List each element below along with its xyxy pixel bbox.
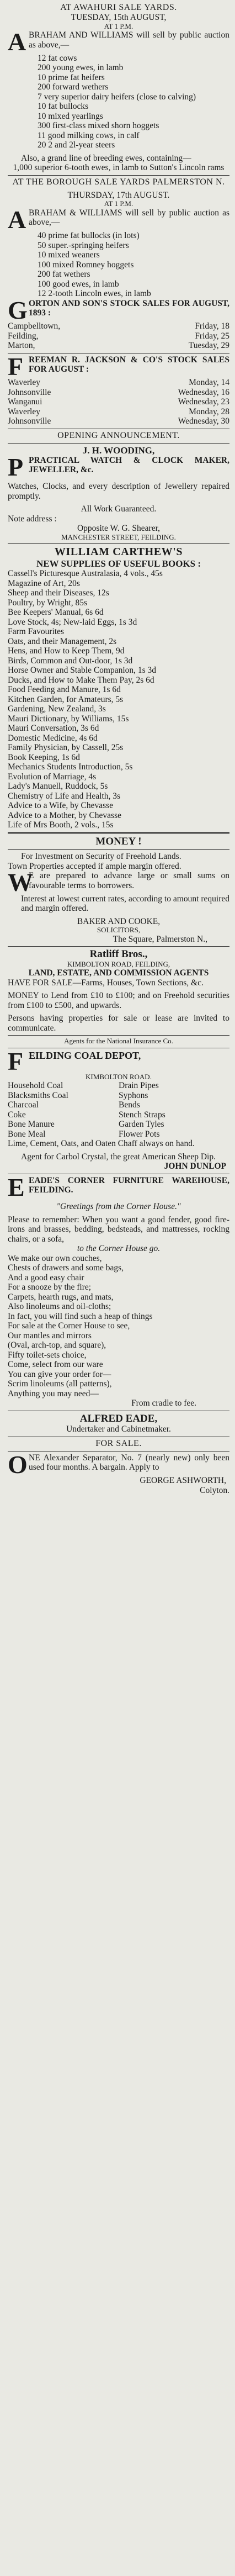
awahuri-superior: 1,000 superior 6-tooth ewes, in lamb to Sutton's Lincoln rams	[13, 163, 225, 173]
gorton-row	[8, 341, 229, 351]
freeman-day: Monday, 14	[189, 378, 229, 388]
list-item: Mauri Conversation, 3s 6d	[8, 724, 99, 733]
list-item: Kitchen Garden, for Amateurs, 5s	[8, 694, 124, 704]
list-item: Food Feeding and Manure, 1s 6d	[8, 685, 121, 695]
wooding-ad	[8, 431, 229, 542]
wooding-guarantee: All Work Guaranteed.	[81, 504, 157, 514]
list-item: 200 young ewes, in lamb	[38, 63, 124, 73]
coal-right-column	[119, 1081, 229, 1139]
freeman-place: Waverley	[8, 378, 40, 388]
coal-agent: Agent for Carbol Crystal, the great American Sheep Dip.	[21, 1152, 216, 1162]
list-item: Magazine of Art, 20s	[8, 578, 80, 588]
freeman-row	[8, 416, 229, 426]
verse-line: In fact, you will find such a heap of things	[8, 1311, 153, 1321]
list-item: Oats, and their Management, 2s	[8, 636, 117, 646]
drop-cap: F	[8, 352, 24, 381]
list-item: 7 very superior dairy heifers (close to calving)	[38, 92, 196, 102]
freeman-place: Wanganui	[8, 397, 42, 407]
borough-time: AT 1 P.M.	[104, 199, 133, 208]
gorton-heading-text: ORTON AND SON'S STOCK SALES FOR AUGUST, 1893 :	[29, 298, 229, 318]
carthew-sub: NEW SUPPLIES OF USEFUL BOOKS :	[36, 558, 201, 569]
list-item: Bee Keepers' Manual, 6s 6d	[8, 608, 104, 617]
money-heading: MONEY !	[95, 835, 142, 847]
list-item: 200 fat wethers	[38, 270, 90, 279]
wooding-body: Watches, Clocks, and every description of Jewellery repaired promptly.	[8, 482, 229, 501]
drop-cap: P	[8, 452, 24, 481]
list-item: Hens, and How to Keep Them, 9d	[8, 646, 125, 656]
list-item: 10 prime fat heifers	[38, 72, 105, 82]
money-firm: BAKER AND COOKE,	[77, 916, 161, 926]
eade-name: ALFRED EADE,	[79, 1412, 158, 1424]
ratliff-ad	[8, 948, 229, 1046]
verse-line: to the Corner House go.	[77, 1244, 161, 1254]
borough-heading: AT THE BOROUGH SALE YARDS PALMERSTON N.	[12, 177, 225, 187]
drop-cap: F	[8, 1047, 24, 1076]
verse-line: And a good easy chair	[8, 1273, 84, 1282]
verse-line: Scrim linoleums (all patterns),	[8, 1379, 112, 1389]
coal-heading-text: EILDING COAL DEPOT,	[29, 1050, 141, 1062]
verse-line: (Oval, arch-top, and square),	[8, 1340, 106, 1350]
for-sale-ad	[8, 1439, 229, 1495]
ratliff-name: Ratliff Bros.,	[89, 948, 148, 960]
wooding-trade-text: PRACTICAL WATCH & CLOCK MAKER, JEWELLER, &c.	[29, 455, 229, 475]
list-item: Family Physician, by Cassell, 25s	[8, 743, 124, 753]
list-item: 200 forward wethers	[38, 82, 109, 92]
for-sale-heading: FOR SALE.	[95, 1438, 142, 1448]
verse-line: For a snooze by the fire;	[8, 1282, 92, 1292]
verse-line: Also linoleums and oil-cloths;	[8, 1302, 111, 1312]
list-item: Life of Mrs Booth, 2 vols., 15s	[8, 820, 114, 830]
list-item: Stench Straps	[119, 1110, 165, 1120]
wooding-trade	[8, 452, 229, 481]
verse-line: Please to remember: When you want a good fender, good fire-irons and brasses, bedding, bedsteads, and mattresses, rocking chairs, or a sofa,	[8, 1215, 229, 1244]
coal-heading	[8, 1047, 229, 1076]
eade-verse	[8, 1215, 229, 1408]
eade-greeting: "Greetings from the Corner House."	[56, 1202, 181, 1212]
gorton-heading	[8, 295, 229, 324]
list-item: Advice to a Mother, by Chevasse	[8, 810, 121, 820]
verse-line: Carpets, hearth rugs, and mats,	[8, 1292, 114, 1302]
carthew-ad	[8, 546, 229, 830]
divider	[8, 543, 229, 544]
list-item: Coke	[8, 1110, 26, 1120]
verse-line: Chests of drawers and some bags,	[8, 1263, 124, 1273]
wooding-opposite: Opposite W. G. Shearer,	[77, 524, 161, 534]
list-item: Bone Meal	[8, 1129, 46, 1139]
drop-cap: O	[8, 1450, 28, 1479]
verse-line: Come, select from our ware	[8, 1360, 103, 1370]
list-item: 100 good ewes, in lamb	[38, 279, 119, 289]
list-item: Ducks, and How to Make Them Pay, 2s 6d	[8, 675, 154, 685]
for-sale-body-text: NE Alexander Separator, No. 7 (nearly new) only been used four months. A bargain. Apply to	[29, 1453, 229, 1472]
list-item: Birds, Common and Out-door, 1s 3d	[8, 656, 133, 666]
list-item: 12 fat cows	[38, 53, 77, 63]
insurance-agents: Agents for the National Insurance Co.	[64, 1037, 173, 1046]
money-p2: Town Properties accepted if ample margin offered.	[8, 861, 181, 871]
list-item: Syphons	[119, 1090, 148, 1100]
drop-cap: A	[8, 205, 26, 234]
freeman-day: Wednesday, 30	[178, 416, 229, 426]
money-firm-sub: SOLICITORS,	[97, 926, 141, 935]
list-item: Blacksmiths Coal	[8, 1090, 68, 1100]
money-p1: For Investment on Security of Freehold Lands.	[21, 852, 181, 862]
eade-furniture-ad	[8, 1173, 229, 1434]
coal-lime: Lime, Cement, Oats, and Oaten Chaff always on hand.	[8, 1139, 195, 1149]
list-item: Lady's Manuell, Ruddock, 5s	[8, 782, 108, 791]
borough-intro-text: BRAHAM & WILLIAMS will sell by public auction as above,—	[29, 208, 229, 228]
divider	[8, 946, 229, 947]
list-item: Love Stock, 4s; New-laid Eggs, 1s 3d	[8, 617, 137, 627]
list-item: Gardening, New Zealand, 3s	[8, 704, 106, 714]
list-item: Mauri Dictionary, by Williams, 15s	[8, 714, 129, 724]
coal-signature: JOHN DUNLOP	[164, 1162, 226, 1171]
list-item: Poultry, by Wright, 85s	[8, 598, 88, 608]
ratliff-money: MONEY to Lend from £10 to £100; and on Freehold securities from £100 to £500, and upwards.	[8, 991, 229, 1010]
gorton-day: Tuesday, 29	[188, 341, 229, 351]
freeman-day: Wednesday, 23	[178, 397, 229, 407]
list-item: 12 2-tooth Lincoln ewes, in lamb	[38, 289, 151, 299]
gorton-day: Friday, 25	[195, 331, 229, 341]
for-sale-place: Colyton.	[200, 1485, 229, 1495]
list-item: Evolution of Marriage, 4s	[8, 772, 97, 782]
awahuri-sale-ad	[8, 3, 229, 173]
coal-left-column	[8, 1081, 119, 1139]
money-p4: Interest at lowest current rates, according to amount required and margin offered.	[21, 894, 229, 914]
drop-cap: G	[8, 295, 28, 324]
drop-cap: W	[8, 868, 33, 897]
list-item: 11 good milking cows, in calf	[38, 130, 140, 140]
list-item: Household Coal	[8, 1081, 63, 1091]
awahuri-heading: AT AWAHURI SALE YARDS.	[60, 3, 177, 12]
freeman-day: Wednesday, 16	[178, 387, 229, 397]
verse-line: Our mantles and mirrors	[8, 1331, 92, 1340]
list-item: 10 mixed yearlings	[38, 111, 103, 121]
verse-line: For sale at the Corner House to see,	[8, 1321, 130, 1331]
coal-products	[8, 1081, 229, 1139]
list-item: 50 super.-springing heifers	[38, 240, 129, 250]
divider	[8, 832, 229, 834]
money-ad	[8, 836, 229, 944]
freeman-day: Monday, 28	[189, 407, 229, 416]
list-item: Charcoal	[8, 1100, 39, 1110]
money-p3	[8, 868, 229, 897]
awahuri-time: AT 1 P.M.	[104, 22, 133, 30]
drop-cap: A	[8, 28, 26, 56]
eade-trade: Undertaker and Cabinetmaker.	[66, 1424, 171, 1434]
gorton-row	[8, 321, 229, 331]
money-firm-address: The Square, Palmerston N.,	[113, 934, 207, 944]
list-item: 10 mixed weaners	[38, 250, 100, 260]
borough-date: THURSDAY, 17th AUGUST.	[67, 190, 170, 200]
list-item: Advice to a Wife, by Chevasse	[8, 801, 114, 811]
for-sale-signature: GEORGE ASHWORTH,	[140, 1476, 226, 1486]
list-item: 40 prime fat bullocks (in lots)	[38, 231, 140, 241]
for-sale-body	[8, 1450, 229, 1479]
borough-sale-ad	[8, 177, 229, 351]
list-item: Garden Tyles	[119, 1120, 164, 1129]
list-item: Domestic Medicine, 4s 6d	[8, 733, 98, 743]
awahuri-also: Also, a grand line of breeding ewes, containing—	[21, 153, 191, 163]
coal-road: KIMBOLTON ROAD.	[86, 1072, 152, 1081]
freeman-place: Waverley	[8, 407, 40, 416]
verse-line: From cradle to fee.	[131, 1398, 196, 1408]
ratliff-trade: LAND, ESTATE, AND COMMISSION AGENTS	[28, 968, 209, 978]
freeman-heading-text: REEMAN R. JACKSON & CO'S STOCK SALES FOR AUGUST :	[29, 355, 229, 374]
wooding-heading: OPENING ANNOUNCEMENT.	[57, 430, 180, 440]
list-item: Sheep and their Diseases, 12s	[8, 588, 109, 598]
ratliff-address: KIMBOLTON ROAD, FEILDING,	[67, 959, 170, 968]
freeman-place: Johnsonville	[8, 416, 51, 426]
ratliff-sale: HAVE FOR SALE—Farms, Houses, Town Sections, &c.	[8, 978, 204, 988]
freeman-row	[8, 388, 229, 398]
coal-depot-ad	[8, 1047, 229, 1171]
gorton-day: Friday, 18	[195, 321, 229, 331]
list-item: Farm Favourites	[8, 627, 65, 637]
freeman-row	[8, 378, 229, 388]
list-item: Bends	[119, 1100, 140, 1110]
verse-line: You can give your order for—	[8, 1369, 111, 1379]
money-p3-text: E are prepared to advance large or small sums on favourable terms to borrowers.	[29, 871, 229, 890]
list-item: Mechanics Students Introduction, 5s	[8, 762, 133, 772]
verse-line: Fifty toilet-sets choice,	[8, 1350, 87, 1360]
wooding-name: J. H. WOODING,	[82, 445, 155, 456]
awahuri-intro-text: BRAHAM AND WILLIAMS will sell by public auction as above,—	[29, 30, 229, 50]
verse-line: We make our own couches,	[8, 1253, 102, 1263]
freeman-place: Johnsonville	[8, 387, 51, 397]
wooding-address-label: Note address :	[8, 514, 57, 524]
awahuri-date: TUESDAY, 15th AUGUST,	[71, 13, 167, 23]
freeman-ad	[8, 352, 229, 426]
list-item: 20 2 and 2l-year steers	[38, 140, 115, 150]
list-item: 10 fat bullocks	[38, 102, 89, 112]
list-item: 100 mixed Romney hoggets	[38, 260, 134, 270]
gorton-row	[8, 331, 229, 341]
list-item: 300 first-class mixed shorn hoggets	[38, 121, 159, 131]
gorton-place: Marton,	[8, 341, 35, 351]
list-item: Cassell's Picturesque Australasia, 4 vols., 45s	[8, 569, 163, 579]
gorton-place: Campbelltown,	[8, 321, 61, 331]
eade-heading-text: EADE'S CORNER FURNITURE WAREHOUSE, FEILDING.	[29, 1175, 229, 1195]
freeman-row	[8, 407, 229, 417]
drop-cap: E	[8, 1173, 25, 1201]
book-list	[8, 569, 229, 830]
list-item: Bone Manure	[8, 1120, 55, 1129]
eade-heading	[8, 1173, 229, 1201]
carthew-heading: WILLIAM CARTHEW'S	[54, 546, 183, 558]
list-item: Horse Owner and Stable Companion, 1s 3d	[8, 666, 157, 675]
list-item: Flower Pots	[119, 1129, 160, 1139]
freeman-row	[8, 397, 229, 407]
awahuri-items	[8, 54, 229, 150]
list-item: Chemistry of Life and Health, 3s	[8, 791, 121, 801]
list-item: Drain Pipes	[119, 1081, 159, 1091]
borough-intro	[8, 205, 229, 234]
awahuri-intro	[8, 28, 229, 56]
freeman-heading	[8, 352, 229, 381]
verse-line: Anything you may need—	[8, 1389, 99, 1398]
list-item: Book Keeping, 1s 6d	[8, 752, 80, 762]
divider	[8, 175, 229, 176]
wooding-street: MANCHESTER STREET, FEILDING.	[61, 532, 176, 541]
insurance-p1: Persons having properties for sale or lease are invited to communicate.	[8, 1013, 229, 1033]
borough-items	[8, 231, 229, 299]
gorton-place: Feilding,	[8, 331, 39, 341]
